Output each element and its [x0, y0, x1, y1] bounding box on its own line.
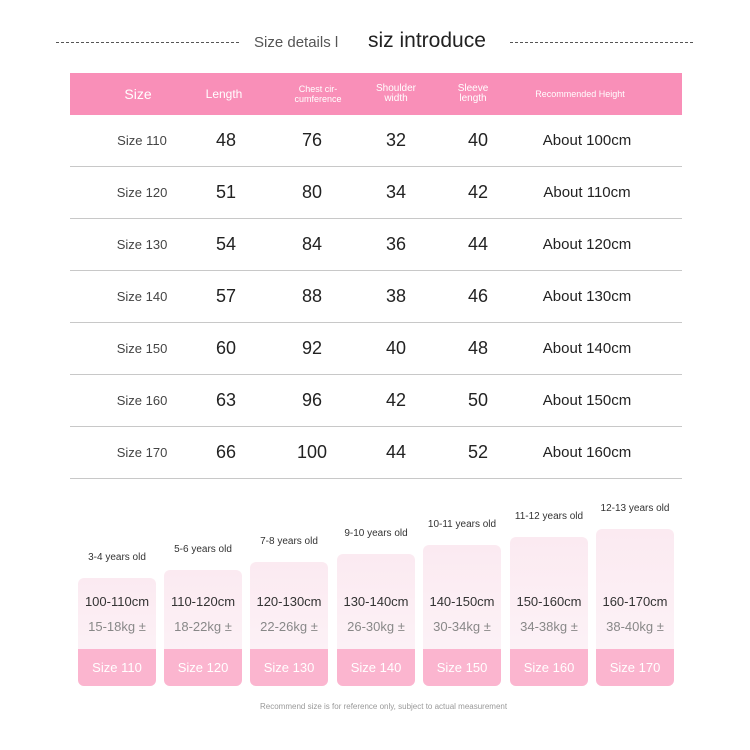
card-size-label: Size 150	[423, 649, 501, 686]
row-chest: 96	[301, 390, 323, 410]
card-age-label: 9-10 years old	[344, 528, 408, 539]
header-subtitle: Size details l	[254, 34, 339, 51]
row-shoulder: 40	[385, 338, 407, 358]
table-row	[70, 375, 682, 427]
row-length: 63	[215, 390, 237, 410]
card-size-label: Size 130	[250, 649, 328, 686]
card-height-range: 120-130cm	[256, 594, 322, 609]
size-card	[510, 537, 588, 686]
card-size-label: Size 160	[510, 649, 588, 686]
size-table	[70, 73, 682, 479]
size-card	[78, 578, 156, 686]
row-chest: 88	[301, 286, 323, 306]
card-size-label: Size 110	[78, 649, 156, 686]
row-shoulder: 42	[385, 390, 407, 410]
card-height-range: 110-120cm	[170, 594, 236, 609]
card-weight-range: 15-18kg ±	[88, 619, 146, 634]
row-size: Size 130	[116, 237, 168, 252]
row-size: Size 120	[116, 185, 168, 200]
row-length: 57	[215, 286, 237, 306]
card-height-range: 100-110cm	[84, 594, 150, 609]
size-card	[250, 562, 328, 686]
row-height: About 120cm	[542, 236, 632, 253]
row-chest: 80	[301, 182, 323, 202]
size-card	[596, 529, 674, 686]
card-size-label: Size 170	[596, 649, 674, 686]
table-row	[70, 219, 682, 271]
row-sleeve: 40	[467, 130, 489, 150]
row-height: About 100cm	[542, 132, 632, 149]
row-chest: 84	[301, 234, 323, 254]
row-shoulder: 32	[385, 130, 407, 150]
section-header	[0, 28, 750, 58]
row-size: Size 160	[116, 393, 168, 408]
size-card	[337, 554, 415, 686]
size-card	[164, 570, 242, 686]
card-age-label: 5-6 years old	[174, 544, 232, 555]
size-card	[423, 545, 501, 686]
row-shoulder: 34	[385, 182, 407, 202]
table-header	[70, 73, 682, 115]
row-length: 51	[215, 182, 237, 202]
card-height-range: 140-150cm	[429, 594, 495, 609]
header-sleeve: Sleeve length	[457, 83, 489, 104]
row-shoulder: 36	[385, 234, 407, 254]
table-row	[70, 271, 682, 323]
card-age-label: 12-13 years old	[600, 503, 670, 514]
header-size: Size	[124, 86, 152, 102]
card-weight-range: 38-40kg ±	[606, 619, 664, 634]
table-row	[70, 323, 682, 375]
row-chest: 100	[296, 442, 328, 462]
row-sleeve: 46	[467, 286, 489, 306]
row-chest: 92	[301, 338, 323, 358]
header-height: Recommended Height	[535, 89, 625, 99]
header-chest: Chest cir-cumference	[294, 84, 342, 104]
row-length: 54	[215, 234, 237, 254]
row-length: 66	[215, 442, 237, 462]
row-sleeve: 44	[467, 234, 489, 254]
row-height: About 140cm	[542, 340, 632, 357]
row-size: Size 140	[116, 289, 168, 304]
row-sleeve: 52	[467, 442, 489, 462]
header-shoulder: Shoulder width	[375, 83, 417, 104]
card-size-label: Size 120	[164, 649, 242, 686]
header-title: siz introduce	[368, 29, 486, 52]
row-height: About 110cm	[543, 184, 631, 201]
card-weight-range: 18-22kg ±	[174, 619, 232, 634]
row-shoulder: 44	[385, 442, 407, 462]
row-chest: 76	[301, 130, 323, 150]
row-size: Size 110	[117, 133, 167, 148]
row-sleeve: 48	[467, 338, 489, 358]
row-height: About 150cm	[542, 392, 632, 409]
table-row	[70, 167, 682, 219]
card-weight-range: 34-38kg ±	[520, 619, 578, 634]
dashed-divider-left	[56, 42, 239, 43]
row-shoulder: 38	[385, 286, 407, 306]
card-size-label: Size 140	[337, 649, 415, 686]
card-age-label: 3-4 years old	[88, 552, 146, 563]
row-length: 48	[215, 130, 237, 150]
row-length: 60	[215, 338, 237, 358]
card-age-label: 7-8 years old	[260, 536, 318, 547]
table-row	[70, 427, 682, 479]
row-height: About 130cm	[542, 288, 632, 305]
table-body	[70, 115, 682, 479]
card-age-label: 11-12 years old	[514, 511, 584, 522]
card-height-range: 130-140cm	[343, 594, 409, 609]
card-weight-range: 30-34kg ±	[433, 619, 491, 634]
reference-note: Recommend size is for reference only, subject to actual measurement	[260, 702, 508, 711]
card-height-range: 150-160cm	[516, 594, 582, 609]
card-weight-range: 22-26kg ±	[260, 619, 318, 634]
row-height: About 160cm	[542, 444, 632, 461]
card-age-label: 10-11 years old	[427, 519, 497, 530]
card-height-range: 160-170cm	[602, 594, 668, 609]
row-sleeve: 42	[467, 182, 489, 202]
header-length: Length	[205, 87, 243, 101]
card-weight-range: 26-30kg ±	[347, 619, 405, 634]
row-size: Size 150	[116, 341, 168, 356]
table-row	[70, 115, 682, 167]
row-sleeve: 50	[467, 390, 489, 410]
row-size: Size 170	[116, 445, 168, 460]
dashed-divider-right	[510, 42, 693, 43]
